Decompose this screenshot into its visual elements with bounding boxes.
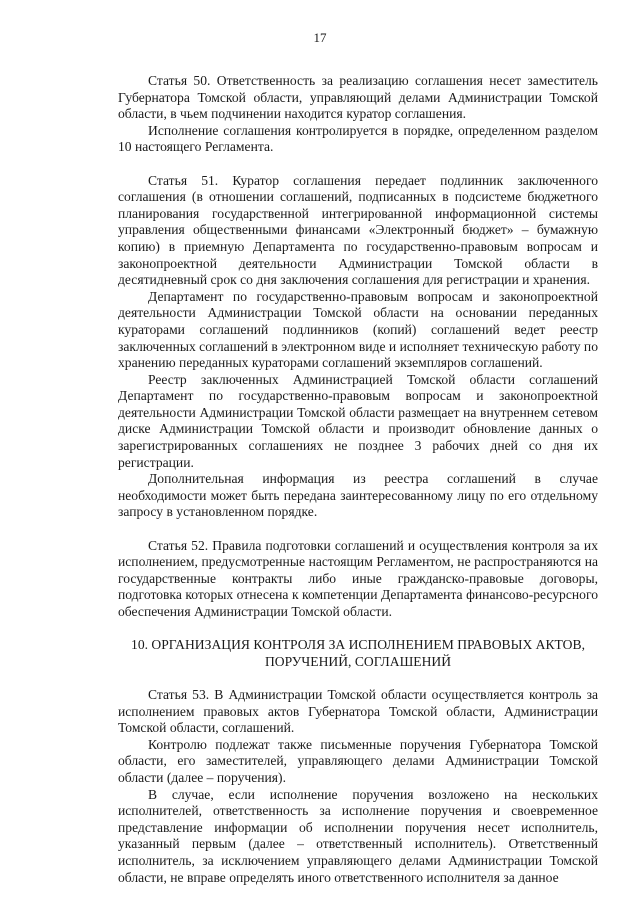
paragraph-gap (118, 670, 598, 687)
paragraph: Статья 50. Ответственность за реализацию соглашения несет заместитель Губернатора Томской области, управляющий делами Администрации Томской области, в чьем подчинении находится куратор соглашения. (118, 73, 598, 122)
paragraph: Исполнение соглашения контролируется в порядке, определенном разделом 10 настоящего Регламента. (118, 122, 598, 155)
paragraph-gap (118, 521, 598, 538)
paragraph-gap (118, 156, 598, 173)
paragraph: В случае, если исполнение поручения возложено на нескольких исполнителей, ответственность за исполнение поручения и своевременное представление информации об исполнении поручения несет исполнитель, указанный первым (далее – ответственный исполнитель). Ответственный исполнитель, за исключением управляющего делами Администрации Томской области, не вправе определять иного ответственного исполнителя за данное (118, 786, 598, 885)
document-body (118, 73, 598, 886)
paragraph: Контролю подлежат также письменные поручения Губернатора Томской области, его заместителей, управляющего делами Администрации Томской области (далее – поручения). (118, 736, 598, 785)
paragraph: Департамент по государственно-правовым вопросам и законопроектной деятельности Администрации Томской области на основании переданных кураторами соглашений подлинников (копий) соглашений ведет реестр заключенных соглашений в электронном виде и исполняет техническую работу по хранению переданных кураторами соглашений экземпляров соглашений. (118, 288, 599, 371)
page-number: 17 (313, 30, 327, 45)
paragraph: Статья 53. В Администрации Томской области осуществляется контроль за исполнением правовых актов Губернатора Томской области, Администрации Томской области, соглашений. (118, 686, 598, 736)
section-heading: 10. ОРГАНИЗАЦИЯ КОНТРОЛЯ ЗА ИСПОЛНЕНИЕМ ПРАВОВЫХ АКТОВ, ПОРУЧЕНИЙ, СОГЛАШЕНИЙ (131, 637, 585, 669)
paragraph: Реестр заключенных Администрацией Томской области соглашений Департамент по государственно-правовым вопросам и законопроектной деятельности Администрации Томской области размещает на внутреннем сетевом диске Администрации Томской области и производит обновление данных о зарегистрированных соглашениях не позднее 3 рабочих дней со дня их регистрации. (118, 371, 598, 470)
paragraph: Дополнительная информация из реестра соглашений в случае необходимости может быть передана заинтересованному лицу по его отдельному запросу в установленном порядке. (118, 471, 598, 520)
paragraph: Статья 51. Куратор соглашения передает подлинник заключенного соглашения (в отношении соглашений, подписанных в подсистеме бюджетного планирования государственной интегрированной информационной системы управления общественными финансами «Электронный бюджет» – бумажную копию) в приемную Департамента по государственно-правовым вопросам и законопроектной деятельности Администрации Томской области в десятидневный срок со дня заключения соглашения для регистрации и хранения. (118, 172, 598, 288)
paragraph: Статья 52. Правила подготовки соглашений и осуществления контроля за их исполнением, предусмотренные настоящим Регламентом, не распространяются на государственные контракты либо иные гражданско-правовые договоры, подготовка которых отнесена к компетенции Департамента финансово-ресурсного обеспечения Администрации Томской области. (118, 537, 598, 619)
paragraph-gap (118, 621, 598, 638)
